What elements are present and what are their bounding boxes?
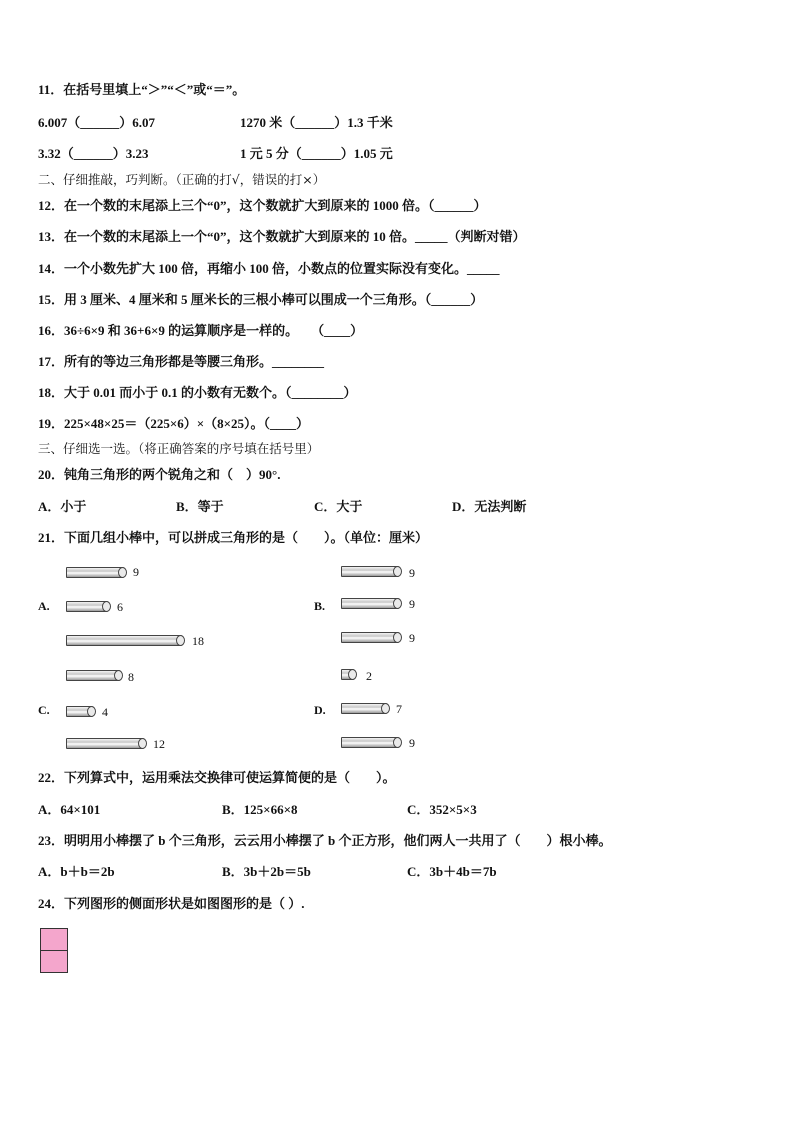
stick-b-1 bbox=[341, 566, 399, 577]
q22-option-a: A．64×101 bbox=[38, 802, 101, 817]
q22-option-b: B．125×66×8 bbox=[222, 802, 298, 817]
stick-b-2-label: 9 bbox=[409, 597, 415, 611]
q11-d: 1 元 5 分（______）1.05 元 bbox=[240, 146, 393, 161]
q24-stem: 24．下列图形的侧面形状是如图图形的是（ ）. bbox=[38, 896, 305, 911]
q20-option-d: D．无法判断 bbox=[452, 499, 527, 514]
q11-title: 11．在括号里填上“＞”“＜”或“＝”。 bbox=[38, 82, 246, 97]
stick-b-1-label: 9 bbox=[409, 566, 415, 580]
stick-a-2-label: 6 bbox=[117, 600, 123, 614]
q23-stem: 23．明明用小棒摆了 b 个三角形，云云用小棒摆了 b 个正方形，他们两人一共用了（ ）根小棒。 bbox=[38, 833, 612, 848]
q19: 19．225×48×25＝（225×6）×（8×25）。（____） bbox=[38, 416, 310, 431]
stick-c-2-label: 4 bbox=[102, 705, 108, 719]
q20-stem: 20．钝角三角形的两个锐角之和（ ）90°. bbox=[38, 467, 281, 482]
q22-option-c: C．352×5×3 bbox=[407, 802, 477, 817]
stick-c-1-label: 8 bbox=[128, 670, 134, 684]
q16: 16．36÷6×9 和 36+6×9 的运算顺序是一样的。 （____） bbox=[38, 323, 364, 338]
q20-option-b: B．等于 bbox=[176, 499, 224, 514]
q21-option-c-letter: C. bbox=[38, 703, 50, 717]
q13: 13．在一个数的末尾添上一个“0”，这个数就扩大到原来的 10 倍。_____（判断对错） bbox=[38, 229, 526, 244]
q20-option-a: A．小于 bbox=[38, 499, 87, 514]
q14: 14．一个小数先扩大 100 倍，再缩小 100 倍，小数点的位置实际没有变化。_____ bbox=[38, 261, 500, 276]
q21-option-d-letter: D. bbox=[314, 703, 326, 717]
q24-figure-bottom-square bbox=[40, 950, 68, 973]
stick-b-3-label: 9 bbox=[409, 631, 415, 645]
section-2-heading: 二、仔细推敲，巧判断。（正确的打√，错误的打×） bbox=[38, 172, 326, 187]
stick-c-2 bbox=[66, 706, 93, 717]
stick-d-3-label: 9 bbox=[409, 736, 415, 750]
stick-d-1 bbox=[341, 669, 354, 680]
stick-a-2 bbox=[66, 601, 108, 612]
q21-option-a-letter: A. bbox=[38, 599, 50, 613]
stick-b-2 bbox=[341, 598, 399, 609]
stick-b-3 bbox=[341, 632, 399, 643]
q20-option-c: C．大于 bbox=[314, 499, 363, 514]
stick-c-1 bbox=[66, 670, 120, 681]
q22-stem: 22．下列算式中，运用乘法交换律可使运算简便的是（ ）。 bbox=[38, 770, 396, 785]
q23-option-b: B．3b＋2b＝5b bbox=[222, 864, 311, 879]
q18: 18．大于 0.01 而小于 0.1 的小数有无数个。（________） bbox=[38, 385, 357, 400]
stick-a-3-label: 18 bbox=[192, 634, 204, 648]
stick-a-1 bbox=[66, 567, 124, 578]
q23-option-c: C．3b＋4b＝7b bbox=[407, 864, 497, 879]
stick-c-3-label: 12 bbox=[153, 737, 165, 751]
section-3-heading: 三、仔细选一选。（将正确答案的序号填在括号里） bbox=[38, 441, 320, 456]
q11-b: 1270 米（______）1.3 千米 bbox=[240, 115, 393, 130]
q21-option-b-letter: B. bbox=[314, 599, 326, 613]
stick-a-1-label: 9 bbox=[133, 565, 139, 579]
q12: 12．在一个数的末尾添上三个“0”，这个数就扩大到原来的 1000 倍。（______） bbox=[38, 198, 487, 213]
q15: 15．用 3 厘米、4 厘米和 5 厘米长的三根小棒可以围成一个三角形。（______） bbox=[38, 292, 484, 307]
stick-a-3 bbox=[66, 635, 182, 646]
stick-d-2-label: 7 bbox=[396, 702, 402, 716]
q17: 17．所有的等边三角形都是等腰三角形。________ bbox=[38, 354, 325, 369]
q23-option-a: A．b＋b＝2b bbox=[38, 864, 115, 879]
stick-d-1-label: 2 bbox=[366, 669, 372, 683]
q11-c: 3.32（______）3.23 bbox=[38, 146, 149, 161]
stick-d-3 bbox=[341, 737, 399, 748]
q21-stem: 21．下面几组小棒中，可以拼成三角形的是（ ）。（单位：厘米） bbox=[38, 530, 429, 545]
q24-figure-top-square bbox=[40, 928, 68, 951]
q11-a: 6.007（______）6.07 bbox=[38, 115, 156, 130]
stick-c-3 bbox=[66, 738, 144, 749]
stick-d-2 bbox=[341, 703, 387, 714]
